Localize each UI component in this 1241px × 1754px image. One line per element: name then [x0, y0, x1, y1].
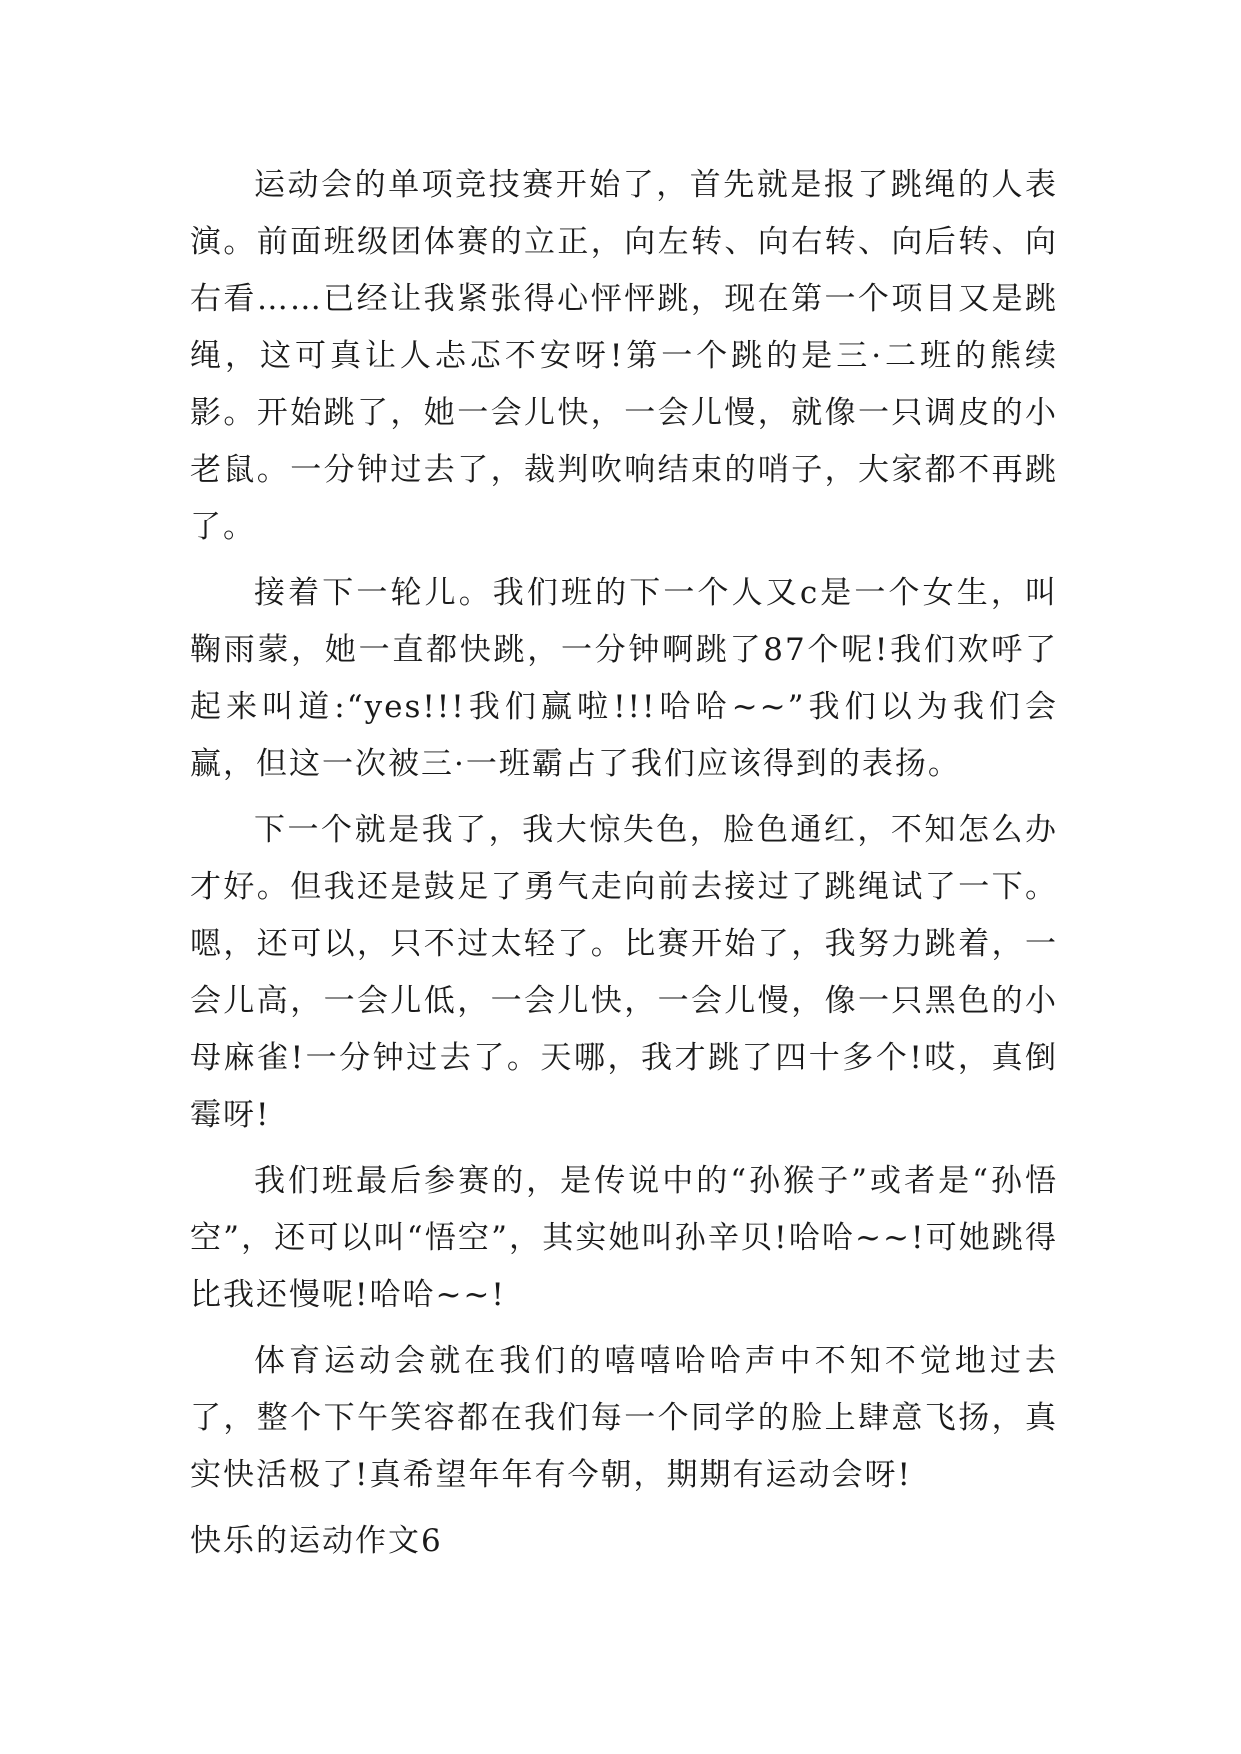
- next-section-heading: 快乐的运动作文6: [190, 1523, 443, 1559]
- paragraph-3: 下一个就是我了，我大惊失色，脸色通红，不知怎么办才好。但我还是鼓足了勇气走向前去接过了跳绳试了一下。嗯，还可以，只不过太轻了。比赛开始了，我努力跳着，一会儿高，一会儿低，一会儿快，一会儿慢，像一只黑色的小母麻雀!一分钟过去了。天哪，我才跳了四十多个!哎，真倒霉呀!: [190, 812, 1058, 1133]
- paragraph-5: 体育运动会就在我们的嘻嘻哈哈声中不知不觉地过去了，整个下午笑容都在我们每一个同学的脸上肆意飞扬，真实快活极了!真希望年年有今朝，期期有运动会呀!: [190, 1343, 1058, 1493]
- paragraph-4: 我们班最后参赛的，是传说中的“孙猴子”或者是“孙悟空”，还可以叫“悟空”，其实她叫孙辛贝!哈哈~~!可她跳得比我还慢呢!哈哈~~!: [190, 1163, 1058, 1313]
- paragraph-2: 接着下一轮儿。我们班的下一个人又c是一个女生，叫鞠雨蒙，她一直都快跳，一分钟啊跳了87个呢!我们欢呼了起来叫道:“yes!!!我们赢啦!!!哈哈~~”我们以为我们会赢，但这一次被三·一班霸占了我们应该得到的表扬。: [190, 575, 1058, 782]
- paragraph-1: 运动会的单项竞技赛开始了，首先就是报了跳绳的人表演。前面班级团体赛的立正，向左转、向右转、向后转、向右看……已经让我紧张得心怦怦跳，现在第一个项目又是跳绳，这可真让人忐忑不安呀!第一个跳的是三·二班的熊续影。开始跳了，她一会儿快，一会儿慢，就像一只调皮的小老鼠。一分钟过去了，裁判吹响结束的哨子，大家都不再跳了。: [190, 167, 1058, 545]
- document-body: [190, 157, 1058, 1570]
